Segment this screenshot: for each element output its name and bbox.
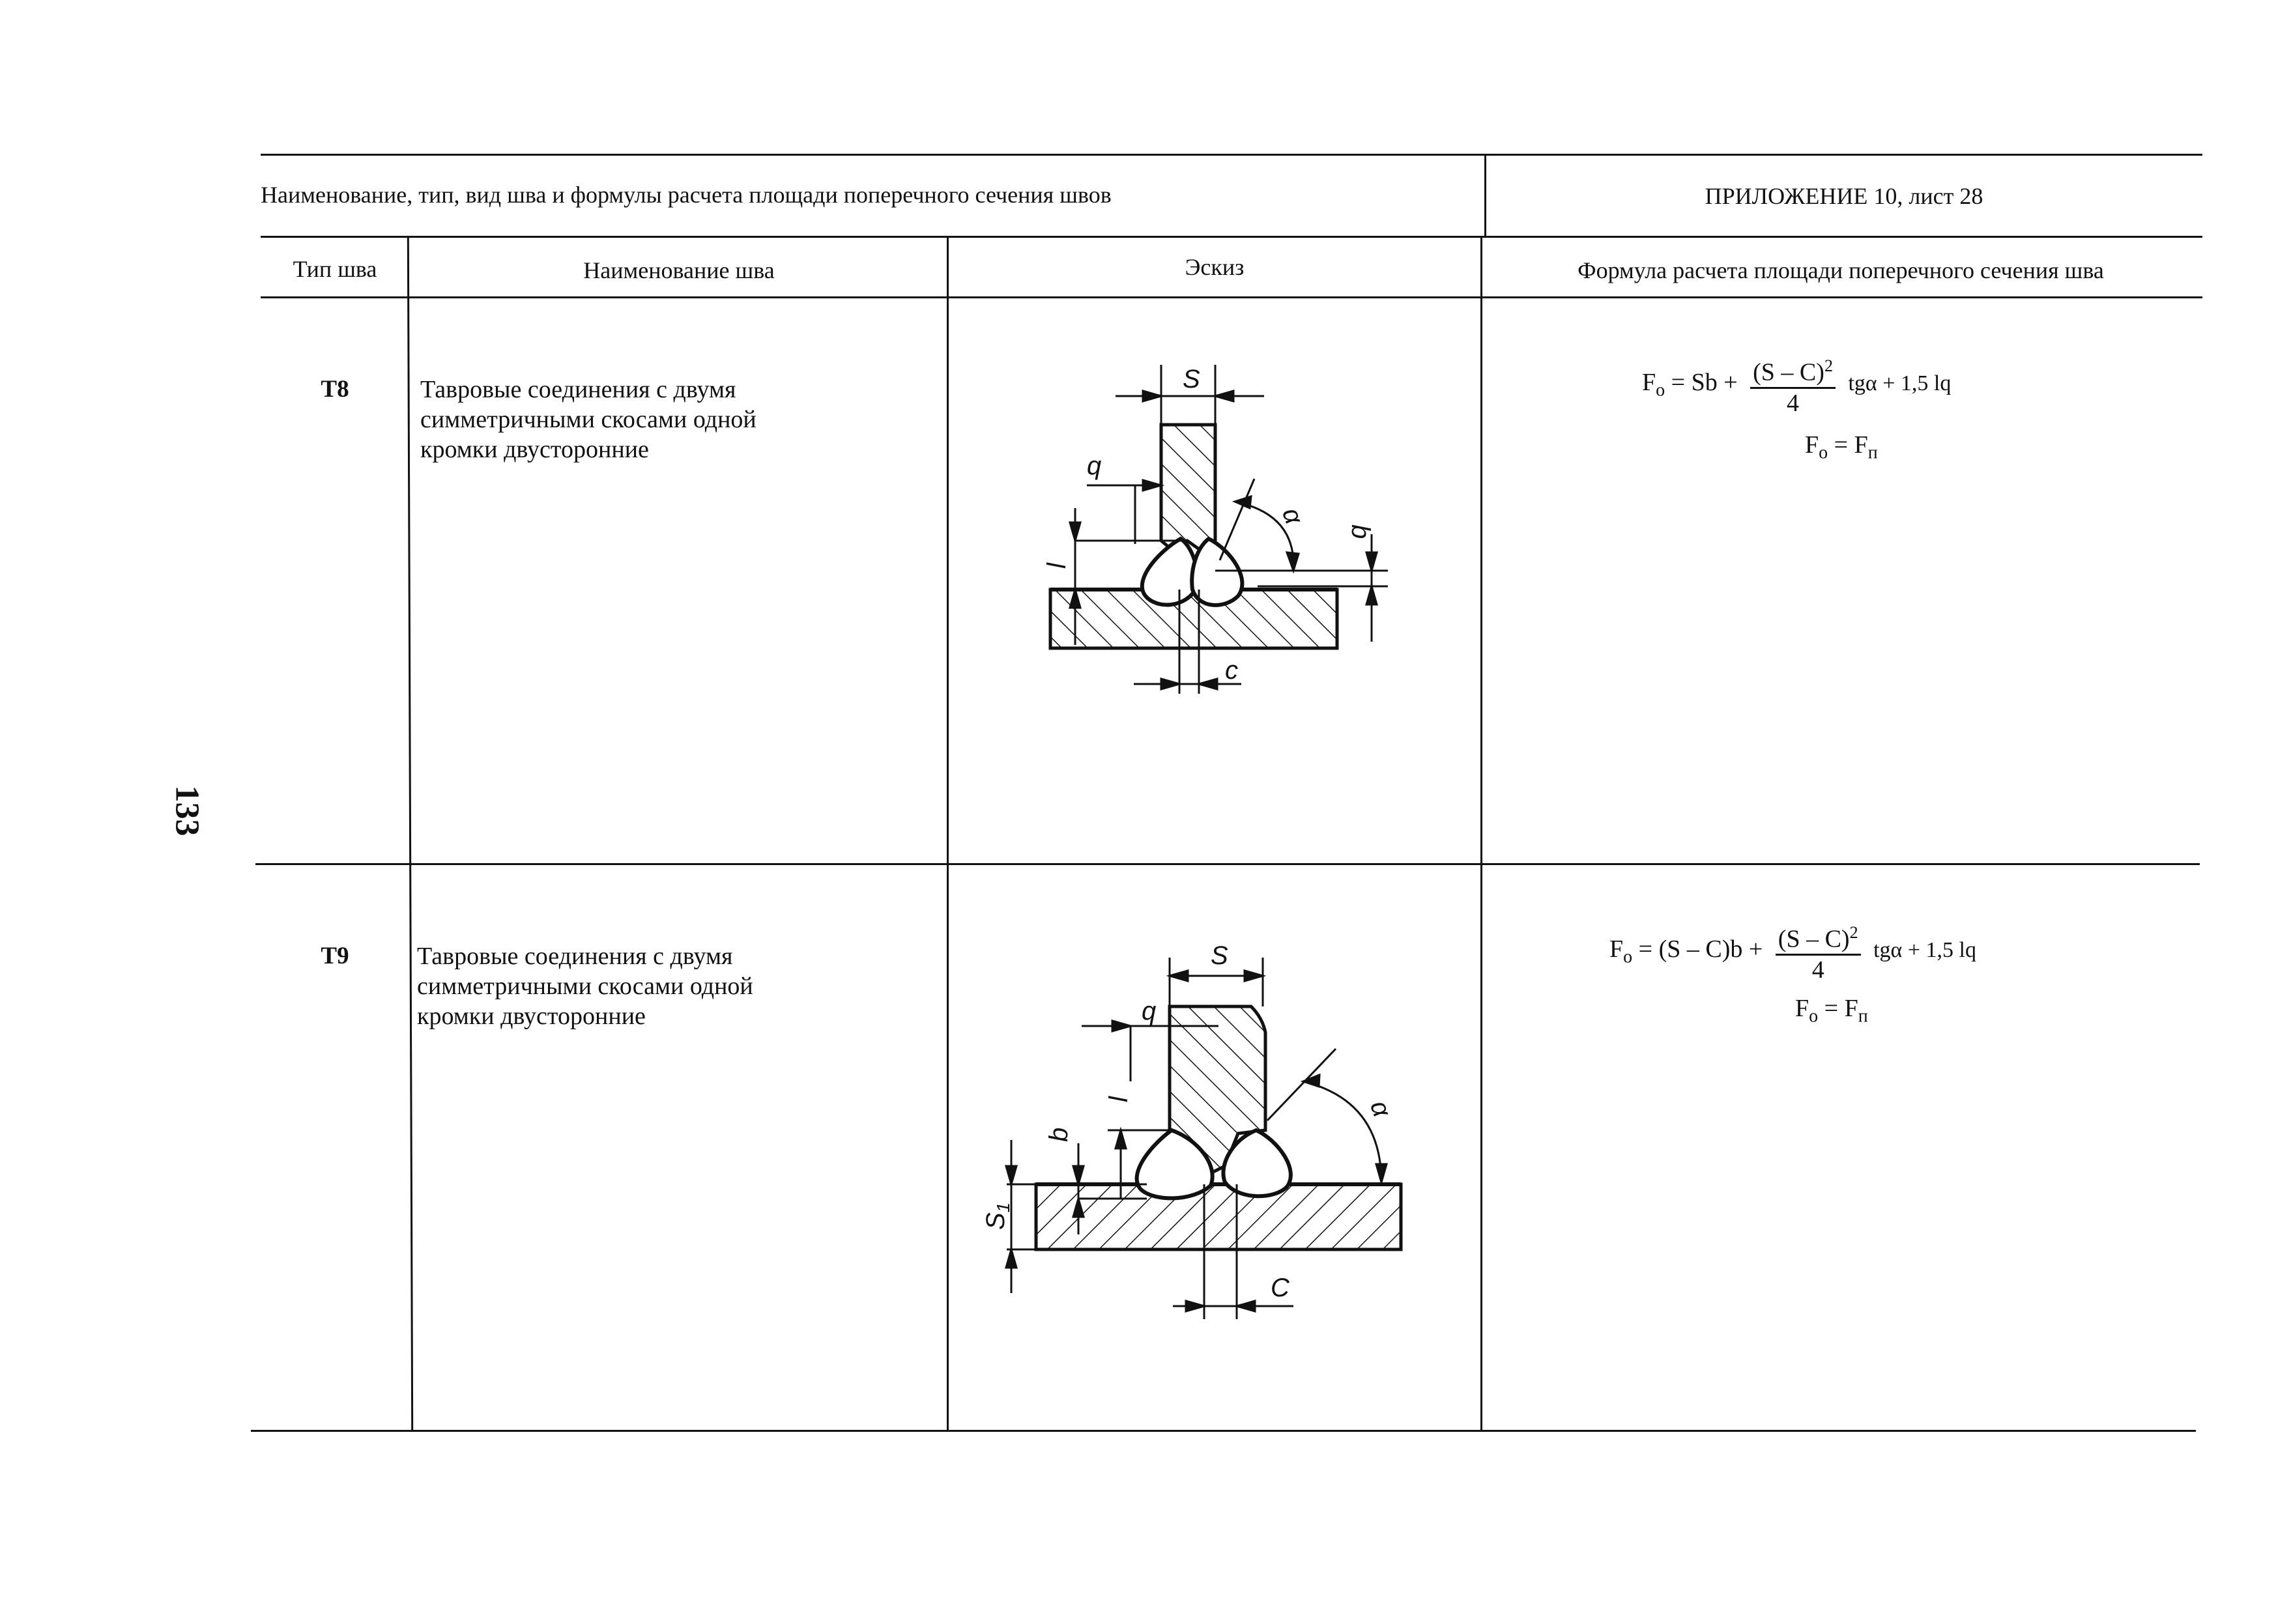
- row2-type: Т9: [321, 943, 349, 969]
- row1-formula2: $F_о = F_п$: [1805, 431, 1878, 463]
- row1-formula1: $F_о = Sb$ + $\frac{(S - C)^2}{4}$ tgα + 1,5 lq: [1642, 352, 1951, 418]
- row2-formula1: $F_о = (S - C)b$ + $\frac{(S - C)^2}{4}$ tgα + 1,5 lq: [1609, 919, 1976, 984]
- row1-label-alpha: α: [1276, 504, 1309, 528]
- row2-formula2: $F_о = F_п$: [1795, 995, 1868, 1027]
- row2-base-plate: [1036, 1184, 1401, 1249]
- col-header-name: Наименование шва: [583, 257, 775, 283]
- row1-label-q: q: [1087, 451, 1102, 480]
- row2-label-b: b: [1045, 1127, 1073, 1142]
- row2-label-alpha: α: [1364, 1096, 1397, 1121]
- row1-label-C: c: [1225, 656, 1238, 685]
- row1-label-l: l: [1043, 563, 1071, 569]
- row1-name: Тавровые соединения с двумя симметричными скосами одной кромки двусторонние: [420, 376, 756, 463]
- page-number: 133: [168, 785, 206, 836]
- row1-label-S: S: [1183, 365, 1200, 393]
- col-header-formula: Формула расчета площади поперечного сечения шва: [1578, 257, 2104, 283]
- appendix-label: ПРИЛОЖЕНИЕ 10, лист 28: [1705, 183, 1983, 209]
- row2-label-q: q: [1142, 997, 1157, 1025]
- col-header-type: Тип шва: [293, 256, 377, 282]
- col-header-sketch: Эскиз: [1185, 254, 1245, 280]
- row2-label-l: l: [1104, 1096, 1133, 1102]
- row1-label-b: b: [1346, 524, 1375, 539]
- table-title: Наименование, тип, вид шва и формулы расчета площади поперечного сечения швов: [261, 182, 1112, 208]
- row2-label-S1: $S_1$: [981, 1202, 1013, 1230]
- row2-label-S: S: [1211, 941, 1228, 970]
- row2-name: Тавровые соединения с двумя симметричными скосами одной кромки двусторонние: [417, 943, 753, 1030]
- row2-label-C: C: [1271, 1274, 1290, 1302]
- row1-type: Т8: [321, 376, 349, 403]
